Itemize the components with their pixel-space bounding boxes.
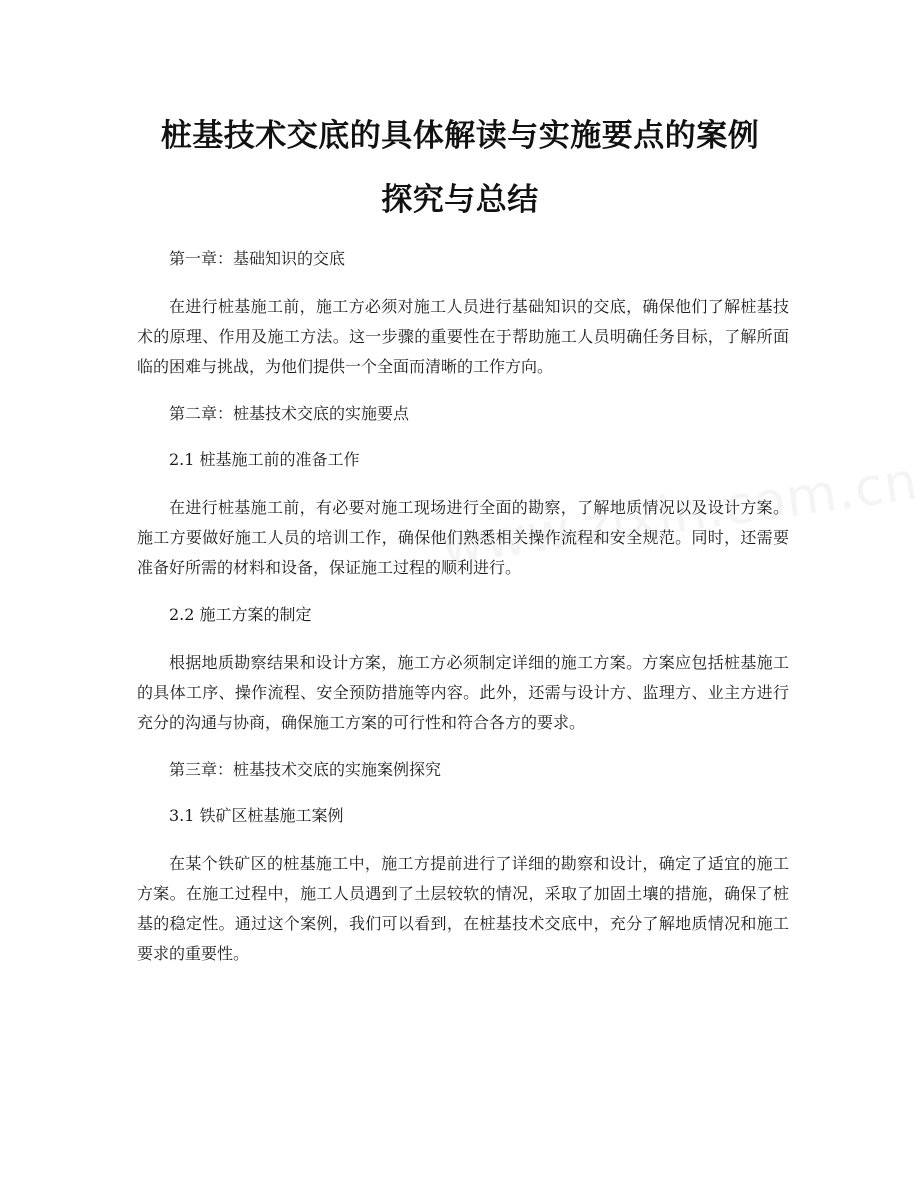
title-line-1: 桩基技术交底的具体解读与实施要点的案例: [160, 118, 760, 154]
chapter-1-heading: 第一章：基础知识的交底: [169, 249, 346, 268]
title-line-2: 探究与总结: [381, 182, 539, 218]
section-2-1-heading: 2.1 桩基施工前的准备工作: [169, 450, 360, 469]
section-2-2-paragraph: 根据地质勘察结果和设计方案，施工方必须制定详细的施工方案。方案应包括桩基施工的具体工序、操作流程、安全预防措施等内容。此外，还需与设计方、监理方、业主方进行充分的沟通与协商，确保施工方案的可行性和符合各方的要求。: [137, 653, 789, 732]
chapter-2-heading: 第二章：桩基技术交底的实施要点: [169, 404, 410, 423]
section-2-1-paragraph: 在进行桩基施工前，有必要对施工现场进行全面的勘察，了解地质情况以及设计方案。施工方要做好施工人员的培训工作，确保他们熟悉相关操作流程和安全规范。同时，还需要准备好所需的材料和设备，保证施工过程的顺利进行。: [137, 498, 789, 577]
chapter-3-heading: 第三章：桩基技术交底的实施案例探究: [169, 760, 442, 779]
section-3-1-heading: 3.1 铁矿区桩基施工案例: [169, 806, 344, 825]
section-3-1-paragraph: 在某个铁矿区的桩基施工中，施工方提前进行了详细的勘察和设计，确定了适宜的施工方案。在施工过程中，施工人员遇到了土层较软的情况，采取了加固土壤的措施，确保了桩基的稳定性。通过这个案例，我们可以看到，在桩基技术交底中，充分了解地质情况和施工要求的重要性。: [137, 854, 789, 963]
document-title: [120, 104, 800, 232]
section-2-2-heading: 2.2 施工方案的制定: [169, 605, 312, 624]
chapter-1-paragraph: 在进行桩基施工前，施工方必须对施工人员进行基础知识的交底，确保他们了解桩基技术的原理、作用及施工方法。这一步骤的重要性在于帮助施工人员明确任务目标，了解所面临的困难与挑战，为他们提供一个全面而清晰的工作方向。: [137, 297, 789, 376]
document-body: [137, 246, 789, 969]
